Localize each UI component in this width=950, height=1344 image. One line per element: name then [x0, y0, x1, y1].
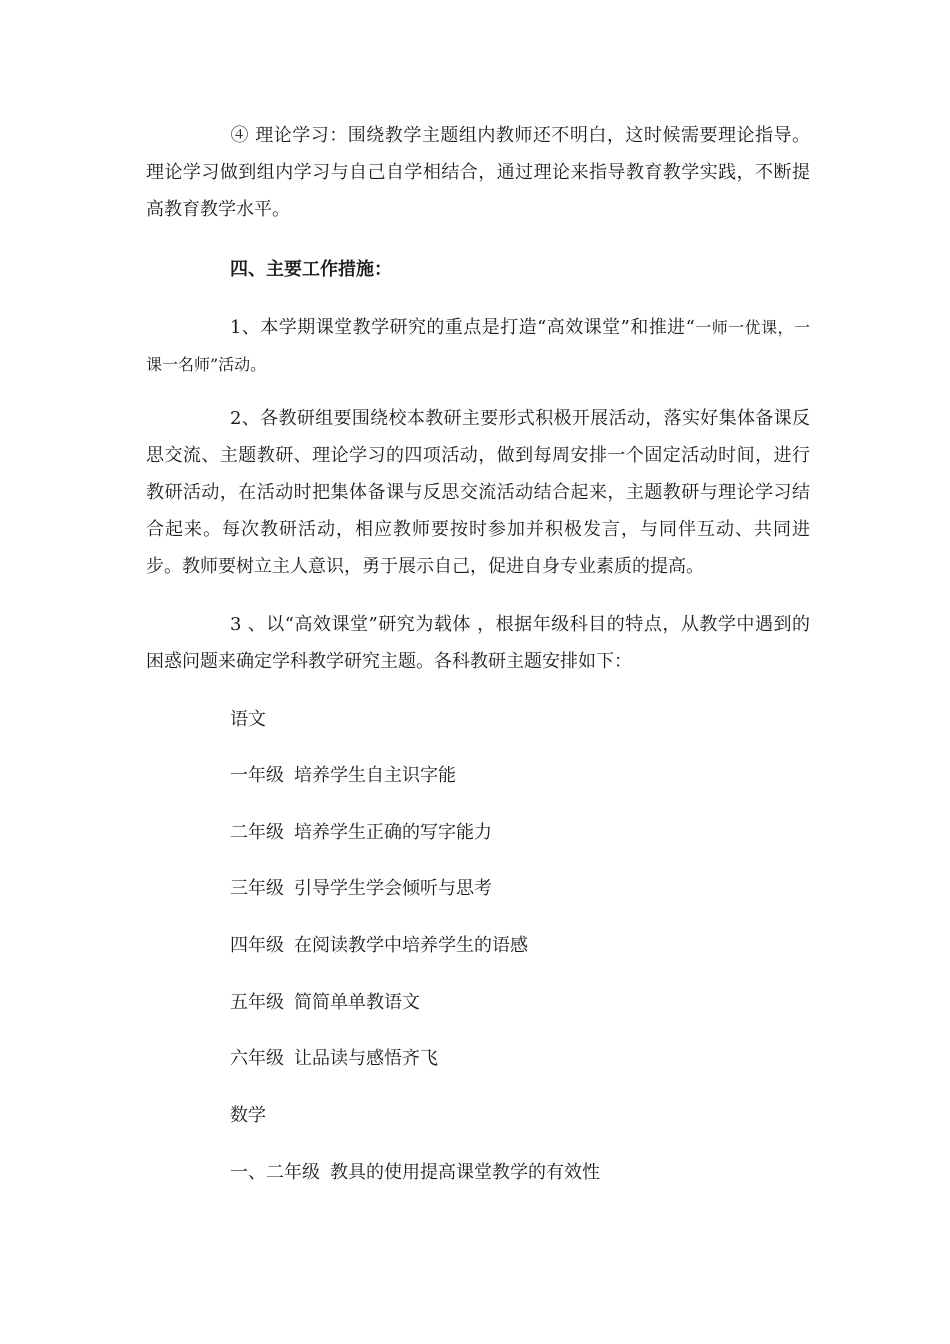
paragraph-measure-2-text: 2、各教研组要围绕校本教研主要形式积极开展活动，落实好集体备课反思交流、主题教研、理论学习的四项活动，做到每周安排一个固定活动时间，进行教研活动，在活动时把集体备课与反思交流活动结合起来，主题教研与理论学习结合起来。每次教研活动，相应教师要按时参加并积极发言，与同伴互动、共同进步。教师要树立主人意识，勇于展示自己，促进自身专业素质的提高。 — [146, 408, 810, 577]
topic-text: 引导学生学会倾听与思考 — [294, 878, 492, 899]
subject-label-chinese: 语文 — [230, 709, 266, 730]
topic-text: 简简单单教语文 — [294, 992, 420, 1013]
grade-label: 六年级 — [230, 1048, 284, 1069]
paragraph-measure-1-text-b: 一师一优课，一课一名师”活动。 — [146, 318, 810, 374]
grade-label: 二年级 — [230, 822, 284, 843]
grade-label: 五年级 — [230, 992, 284, 1013]
list-item — [230, 1040, 438, 1077]
topic-text: 在阅读教学中培养学生的语感 — [294, 935, 528, 956]
paragraph-theory-study — [146, 117, 810, 228]
paragraph-theory-text: ④ 理论学习：围绕教学主题组内教师还不明白，这时候需要理论指导。理论学习做到组内学习与自己自学相结合，通过理论来指导教育教学实践，不断提高教育教学水平。 — [146, 125, 810, 220]
topic-text: 培养学生自主识字能 — [294, 765, 456, 786]
grade-label: 一年级 — [230, 765, 284, 786]
list-item — [230, 870, 492, 907]
topic-text: 培养学生正确的写字能力 — [294, 822, 492, 843]
grade-label: 一、二年级 — [230, 1162, 320, 1183]
paragraph-measure-1-text-a: 1、本学期课堂教学研究的重点是打造“高效课堂”和推进“ — [230, 317, 695, 338]
grade-label: 三年级 — [230, 878, 284, 899]
paragraph-measure-3-text: 3 、以“高效课堂”研究为载体 ，根据年级科目的特点，从教学中遇到的困惑问题来确定学科教学研究主题。各科教研主题安排如下： — [146, 614, 810, 672]
list-item — [230, 757, 456, 794]
list-item — [230, 984, 420, 1021]
section-heading: 四、主要工作措施： — [230, 259, 392, 280]
subject-label-math: 数学 — [230, 1105, 266, 1126]
list-item — [230, 814, 492, 851]
grade-label: 四年级 — [230, 935, 284, 956]
paragraph-measure-3 — [146, 606, 810, 680]
topic-text: 让品读与感悟齐飞 — [294, 1048, 438, 1069]
paragraph-measure-1 — [146, 309, 810, 383]
list-item — [230, 927, 528, 964]
topic-text: 教具的使用提高课堂教学的有效性 — [330, 1162, 600, 1183]
paragraph-measure-2 — [146, 400, 810, 585]
list-item — [230, 1154, 600, 1191]
